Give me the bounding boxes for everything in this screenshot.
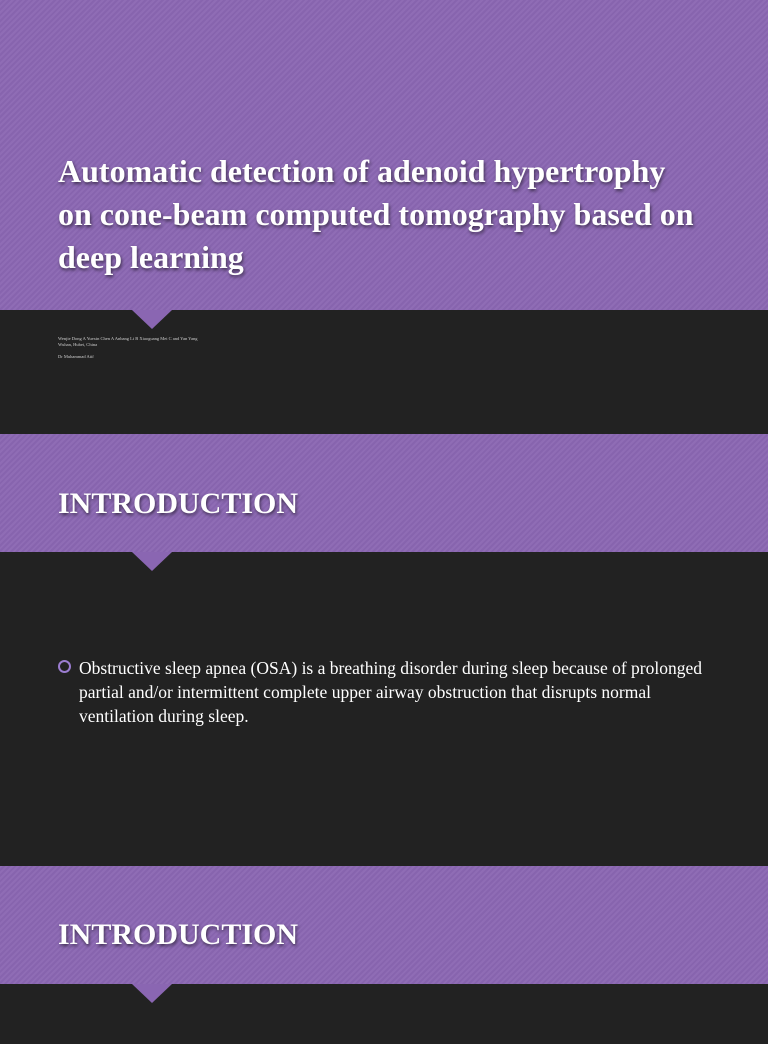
section-heading: INTRODUCTION xyxy=(58,487,299,520)
hollow-circle-bullet-icon xyxy=(58,660,71,673)
band-notch xyxy=(132,552,172,571)
content-area xyxy=(0,984,768,1044)
slide-title xyxy=(0,0,768,434)
bullet-text: Obstructive sleep apnea (OSA) is a breathing disorder during sleep because of prolonged partial and/or intermittent complete upper airway obstruction that disrupts normal ventilation during sleep. xyxy=(79,658,703,726)
header-band xyxy=(0,434,768,552)
presenter-name: Dr Muhammad Atif xyxy=(58,354,94,359)
title-band xyxy=(0,0,768,310)
section-heading: INTRODUCTION xyxy=(58,918,299,951)
slide-title-heading: Automatic detection of adenoid hypertrophy on cone-beam computed tomography based on deep learning xyxy=(58,153,694,275)
author-block xyxy=(58,336,258,360)
band-notch xyxy=(132,984,172,1003)
content-area xyxy=(0,552,768,866)
bullet-list xyxy=(58,656,708,728)
subtitle-area xyxy=(0,310,768,434)
band-notch xyxy=(132,310,172,329)
bullet-item xyxy=(58,656,708,728)
author-location: Wuhan, Hubei, China xyxy=(58,342,98,347)
slide-introduction-2 xyxy=(0,866,768,1044)
header-band xyxy=(0,866,768,984)
slide-introduction xyxy=(0,434,768,866)
author-names: Wenjie Dong A Yuexin Chen A Anbang Li B Xiaoguang Mei C and Yan Yang xyxy=(58,336,198,341)
